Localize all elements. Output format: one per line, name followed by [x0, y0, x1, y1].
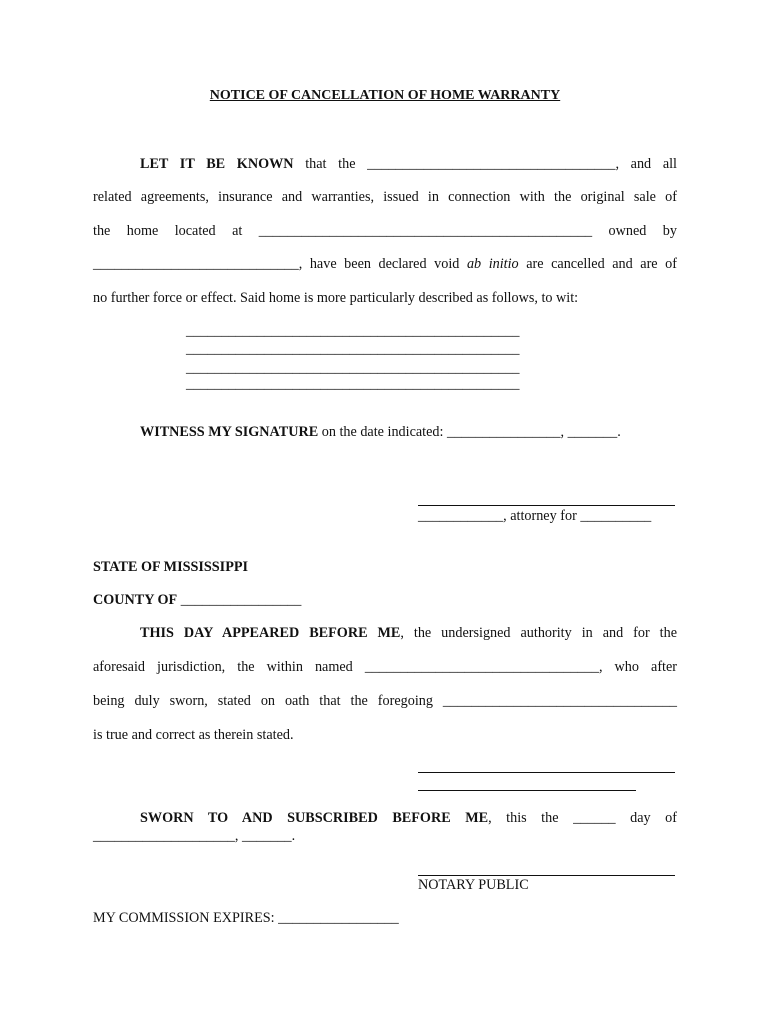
state-heading: STATE OF MISSISSIPPI: [93, 559, 249, 575]
sworn-line1: [93, 811, 677, 825]
para1-text: that the: [293, 156, 368, 172]
para1-text: , have been declared void: [298, 256, 467, 272]
witness-text: on the date indicated: ________________, _______.: [318, 424, 621, 440]
notary-signature-line: [418, 875, 675, 876]
sworn-text: , this the: [488, 810, 574, 826]
para2-line1: [93, 626, 677, 640]
witness-bold: WITNESS MY SIGNATURE: [140, 424, 319, 440]
signature-line: [418, 505, 675, 506]
county-label: COUNTY OF: [93, 592, 178, 608]
ab-initio: ab initio: [466, 256, 519, 272]
county-blank: _________________: [177, 592, 302, 608]
para2-text: aforesaid jurisdiction, the within named: [93, 659, 365, 675]
para1-text: the home located at: [93, 223, 259, 239]
para2-text: being duly sworn, stated on oath that the foregoing: [93, 693, 443, 709]
document-title: NOTICE OF CANCELLATION OF HOME WARRANTY: [209, 88, 561, 103]
affiant-signature-line: [418, 772, 675, 773]
para1-text: owned by: [592, 223, 677, 239]
para1-line5: no further force or effect. Said home is more particularly described as follows, to wit:: [93, 290, 579, 306]
para2-line4: is true and correct as therein stated.: [93, 727, 294, 743]
sworn-text: day of: [615, 810, 677, 826]
attorney-line: ____________, attorney for __________: [418, 508, 652, 524]
para2-text: , who after: [598, 659, 678, 675]
county-heading: [93, 593, 301, 607]
notary-public-label: NOTARY PUBLIC: [418, 877, 529, 893]
sworn-line2: ____________________, _______.: [93, 828, 296, 844]
description-line: _______________________________________________: [186, 360, 520, 376]
affiant-name-line: [418, 790, 636, 791]
para1-text: , and all: [615, 156, 678, 172]
para2-line2: [93, 660, 677, 674]
description-line: _______________________________________________: [186, 341, 520, 357]
witness-line: [140, 425, 621, 439]
para1-line2: related agreements, insurance and warranties, issued in connection with the original sale of: [93, 189, 677, 205]
day-blank: ______: [573, 810, 616, 826]
description-line: _______________________________________________: [186, 376, 520, 392]
para2-line3: [93, 694, 677, 708]
home-address-blank: _______________________________________________: [258, 223, 593, 239]
para1-line1: [93, 157, 677, 171]
commission-expires: MY COMMISSION EXPIRES: _________________: [93, 910, 399, 926]
owner-blank: _____________________________: [93, 256, 299, 272]
sworn-bold: SWORN TO AND SUBSCRIBED BEFORE ME: [140, 810, 489, 826]
let-it-be-known: LET IT BE KNOWN: [140, 156, 294, 172]
party-blank: ___________________________________: [367, 156, 616, 172]
description-line: _______________________________________________: [186, 323, 520, 339]
foregoing-blank: _________________________________: [442, 693, 677, 709]
named-blank: _________________________________: [364, 659, 599, 675]
para1-line3: [93, 224, 677, 238]
appeared-bold: THIS DAY APPEARED BEFORE ME: [140, 625, 401, 641]
para1-line4: [93, 257, 677, 271]
para1-text: are cancelled and are of: [518, 256, 677, 272]
para2-text: , the undersigned authority in and for the: [400, 625, 678, 641]
